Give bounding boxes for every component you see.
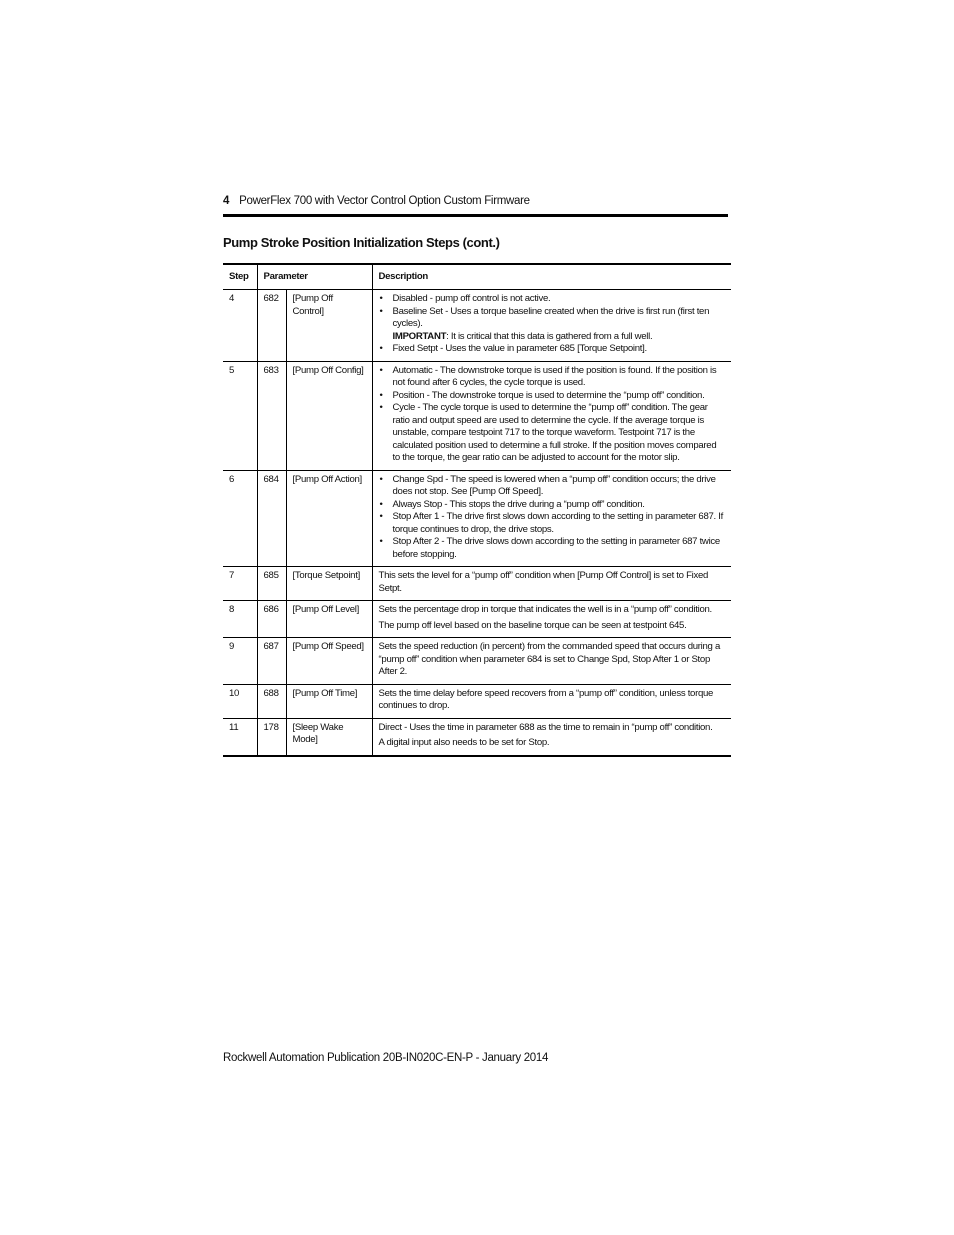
bullet-text: Baseline Set - Uses a torque baseline created when the drive is first run (first ten cycles). (392, 305, 710, 329)
description-cell (372, 684, 731, 718)
bullet-item: • Change Spd - The speed is lowered when a “pump off” condition occurs; the drive does not stop. See [Pump Off Speed]. (379, 474, 726, 499)
parameter-name-cell: [Pump Off Control] (286, 290, 372, 362)
bullet-item (379, 306, 726, 344)
step-cell: 7 (223, 567, 257, 601)
description-cell (372, 567, 731, 601)
description-cell (372, 290, 731, 362)
bullet-item: • Stop After 1 - The drive first slows down according to the setting in parameter 687. If torque continues to drop, the drive stops. (379, 511, 726, 536)
step-cell: 9 (223, 638, 257, 685)
publication-footer: Rockwell Automation Publication 20B-IN020C-EN-P - January 2014 (223, 1052, 549, 1064)
table-row (223, 567, 731, 601)
table-row (223, 684, 731, 718)
parameter-name-cell: [Pump Off Action] (286, 470, 372, 567)
description-text: A digital input also needs to be set for Stop. (378, 737, 550, 748)
step-cell: 6 (223, 470, 257, 567)
parameter-name-cell: [Torque Setpoint] (286, 567, 372, 601)
parameter-name-cell: [Pump Off Level] (286, 601, 372, 638)
description-cell (372, 601, 731, 638)
step-cell: 8 (223, 601, 257, 638)
table-row (223, 290, 731, 362)
section-title: Pump Stroke Position Initialization Steps (cont.) (223, 235, 500, 250)
document-title: PowerFlex 700 with Vector Control Option Custom Firmware (239, 195, 530, 207)
table-row (223, 718, 731, 756)
page-number: 4 (223, 195, 230, 207)
description-text: Sets the percentage drop in torque that indicates the well is in a “pump off” condition. (378, 604, 712, 615)
step-cell: 10 (223, 684, 257, 718)
table-row (223, 601, 731, 638)
description-text: The pump off level based on the baseline torque can be seen at testpoint 645. (378, 619, 687, 631)
bullet-item: • Stop After 2 - The drive slows down according to the setting in parameter 687 twice before stopping. (379, 536, 726, 561)
bullet-list (379, 474, 726, 562)
parameter-number-cell: 687 (257, 638, 286, 685)
description-text: This sets the level for a “pump off” condition when [Pump Off Control] is set to Fixed Setpt. (378, 570, 709, 594)
bullet-list (379, 293, 726, 356)
column-header-description: Description (372, 264, 731, 290)
bullet-item: • Fixed Setpt - Uses the value in parameter 685 [Torque Setpoint]. (379, 343, 726, 356)
header-rule (223, 214, 728, 217)
step-cell: 5 (223, 361, 257, 470)
running-header (223, 193, 728, 209)
parameter-number-cell: 683 (257, 361, 286, 470)
step-cell: 11 (223, 718, 257, 756)
description-text: Direct - Uses the time in parameter 688 as the time to remain in “pump off” condition. (378, 721, 713, 733)
table-header-row (223, 264, 731, 290)
parameter-number-cell: 685 (257, 567, 286, 601)
important-text: : It is critical that this data is gathered from a full well. (446, 330, 653, 342)
important-label: IMPORTANT (392, 330, 447, 342)
bullet-item: • Disabled - pump off control is not active. (379, 293, 726, 306)
description-cell (372, 470, 731, 567)
parameter-number-cell: 688 (257, 684, 286, 718)
column-header-parameter: Parameter (257, 264, 372, 290)
parameter-name-cell: [Pump Off Speed] (286, 638, 372, 685)
bullet-list (379, 365, 726, 465)
table-row (223, 361, 731, 470)
bullet-item: • Always Stop - This stops the drive during a “pump off” condition. (379, 499, 726, 512)
steps-table (223, 263, 731, 757)
parameter-number-cell: 686 (257, 601, 286, 638)
parameter-name-cell: [Sleep Wake Mode] (286, 718, 372, 756)
description-text: Sets the speed reduction (in percent) from the commanded speed that occurs during a “pump off” condition when parameter 684 is set to Change Spd, Stop After 1 or Stop After 2. (378, 641, 720, 677)
description-cell (372, 718, 731, 756)
column-header-step: Step (223, 264, 257, 290)
parameter-name-cell: [Pump Off Config] (286, 361, 372, 470)
description-cell (372, 638, 731, 685)
step-cell: 4 (223, 290, 257, 362)
table-row (223, 470, 731, 567)
parameter-number-cell: 682 (257, 290, 286, 362)
parameter-name-cell: [Pump Off Time] (286, 684, 372, 718)
description-text: Sets the time delay before speed recovers from a “pump off” condition, unless torque continues to drop. (378, 687, 714, 711)
parameter-number-cell: 684 (257, 470, 286, 567)
parameter-number-cell: 178 (257, 718, 286, 756)
bullet-item: • Position - The downstroke torque is used to determine the “pump off” condition. (379, 390, 726, 403)
description-cell (372, 361, 731, 470)
bullet-item: • Cycle - The cycle torque is used to determine the “pump off” condition. The gear ratio and output speed are used to determine the cycle. If the average torque is unstable, compare testpoint 717 to the torque waveform. Testpoint 717 is the calculated position used to determine a full stroke. If the position moves compared to the torque, the gear ratio can be adjusted to account for the motor slip. (379, 402, 726, 465)
table-row (223, 638, 731, 685)
bullet-item: • Automatic - The downstroke torque is used if the position is found. If the position is not found after 6 cycles, the cycle torque is used. (379, 365, 726, 390)
